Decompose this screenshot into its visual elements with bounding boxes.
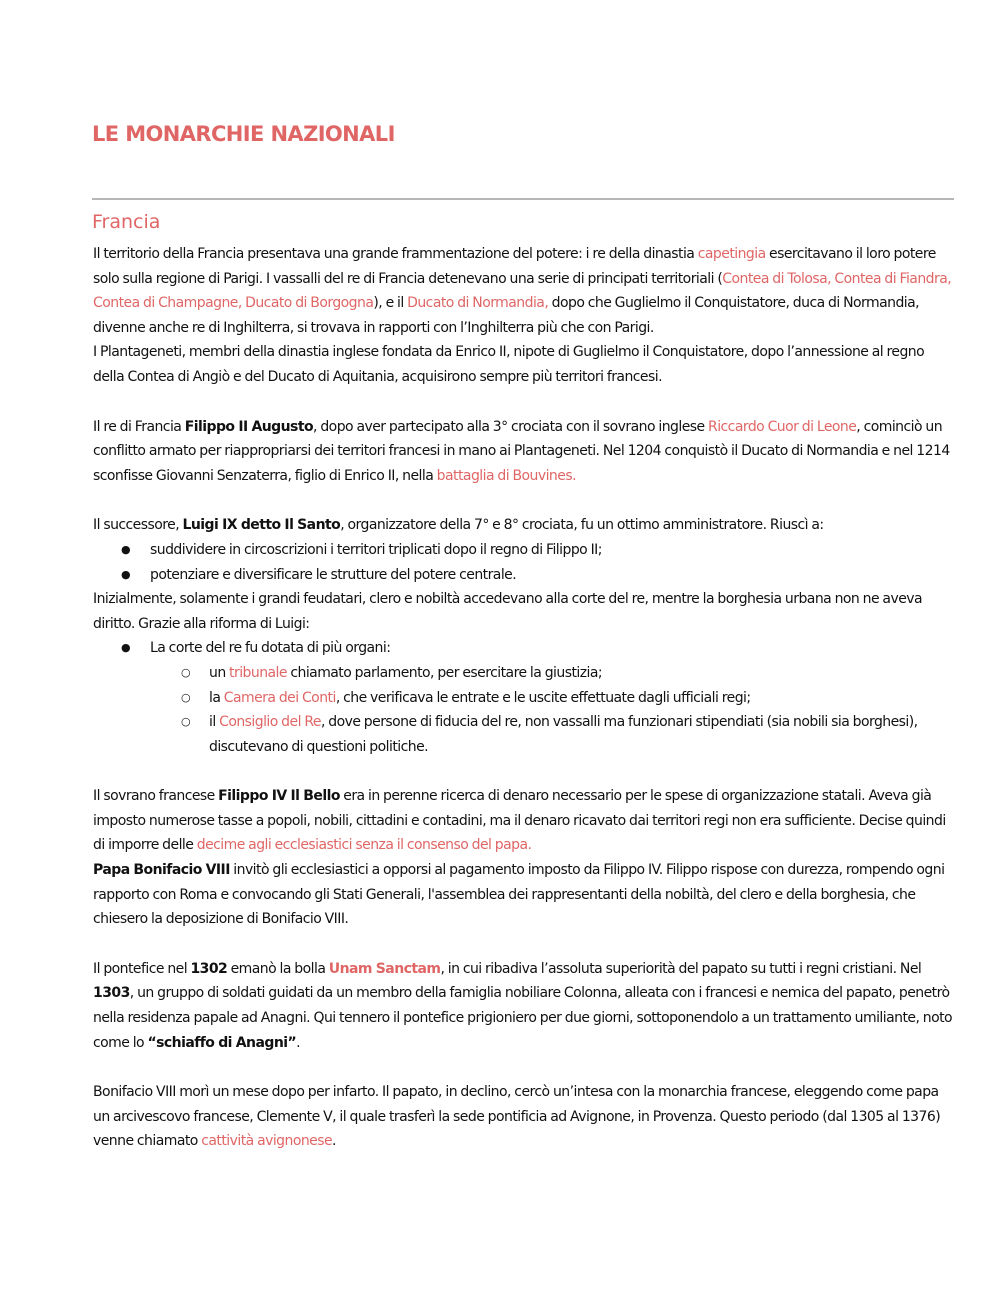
- text: Il re di Francia: [93, 418, 185, 435]
- text: Il territorio della Francia presentava una grande frammentazione del potere: i re della dinastia: [93, 246, 698, 262]
- text: esercitavano il loro potere solo sulla regione di Parigi. I vassalli del re di Francia detenevano una serie di principati territoriali (: [93, 246, 936, 287]
- bold-filippo-iv: Filippo IV Il Bello: [218, 788, 340, 805]
- highlight-bouvines: battaglia di Bouvines.: [436, 467, 576, 484]
- paragraph-unam-sanctam: [93, 957, 955, 1055]
- spacer: [93, 759, 955, 784]
- highlight-riccardo: Riccardo Cuor di Leone: [708, 418, 857, 435]
- text: ), e il: [373, 295, 408, 312]
- list-item: [150, 636, 955, 759]
- highlight-ducato-normandia: Ducato di Normandia,: [407, 295, 549, 312]
- page-title: LE MONARCHIE NAZIONALI: [92, 122, 395, 146]
- paragraph-plantageneti: I Plantageneti, membri della dinastia inglese fondata da Enrico II, nipote di Guglielmo il Conquistatore, dopo l’annessione al regno della Contea di Angiò e del Ducato di Aquitania, acquisirono sempre più territori francesi.: [93, 344, 925, 385]
- text: .: [332, 1133, 336, 1150]
- spacer: [93, 932, 955, 957]
- text: emanò la bolla: [227, 960, 329, 977]
- text: , in cui ribadiva l’assoluta superiorità del papato su tutti i regni cristiani. Nel: [440, 960, 922, 977]
- highlight-tribunale: tribunale: [229, 664, 287, 681]
- text: il: [209, 714, 220, 731]
- text: la: [209, 689, 224, 706]
- highlight-capetingia: capetingia: [697, 246, 766, 262]
- text: , dopo aver partecipato alla 3° crociata con il sovrano inglese: [313, 418, 709, 435]
- horizontal-divider: [92, 198, 954, 200]
- sub-list-item: [209, 686, 955, 711]
- spacer: [93, 1055, 955, 1080]
- bold-1303: 1303: [93, 985, 130, 1002]
- text: chiamato parlamento, per esercitare la giustizia;: [286, 664, 603, 681]
- highlight-consiglio-re: Consiglio del Re: [219, 714, 321, 731]
- paragraph-corte: Inizialmente, solamente i grandi feudatari, clero e nobiltà accedevano alla corte del re, mentre la borghesia urbana non ne aveva diritto. Grazie alla riforma di Luigi:: [93, 591, 923, 632]
- text: Il pontefice nel: [93, 960, 191, 977]
- sub-list-item: [209, 661, 955, 686]
- bold-schiaffo-anagni: “schiaffo di Anagni”: [147, 1034, 297, 1051]
- bullet-list-riforma: [93, 636, 955, 759]
- highlight-camera-conti: Camera dei Conti: [223, 689, 336, 706]
- bold-luigi-ix: Luigi IX detto Il Santo: [182, 517, 341, 534]
- text: Il successore,: [93, 517, 183, 534]
- text: , dove persone di fiducia del re, non vassalli ma funzionari stipendiati (sia nobili sia borghesi), discutevano di questioni politiche.: [209, 714, 918, 755]
- list-item: ● potenziare e diversificare le strutture del potere centrale.: [150, 563, 955, 588]
- bold-1302: 1302: [190, 960, 228, 977]
- bullet-list-luigi: [93, 538, 955, 587]
- list-item-text: La corte del re fu dotata di più organi:: [150, 640, 391, 657]
- highlight-cattivita: cattività avignonese: [201, 1133, 333, 1150]
- paragraph-filippo-ii: [93, 415, 955, 489]
- highlight-unam-sanctam: Unam Sanctam: [328, 960, 441, 977]
- document-body: [93, 242, 955, 1154]
- spacer: [93, 488, 955, 513]
- text: era in perenne ricerca di denaro necessario per le spese di organizzazione statali. Aveva già imposto numerose tasse a popoli, nobili, cittadini e contadini, ma il denaro ricavato dai territori regi non era sufficiente. Decise quindi di imporre delle: [93, 788, 946, 854]
- paragraph-territorio: [93, 242, 955, 340]
- text: un: [209, 664, 230, 681]
- section-heading: Francia: [92, 211, 161, 233]
- text: , cominciò un conflitto armato per riappropriarsi dei territori francesi in mano ai Plantageneti. Nel 1204 conquistò il Ducato di Normandia e nel 1214 sconfisse Giovanni Senzaterra, figlio di Enrico II, nella: [93, 418, 950, 484]
- sub-list-item: [209, 710, 955, 759]
- text: dopo che Guglielmo il Conquistatore, duca di Normandia, divenne anche re di Inghilterra, si trovava in rapporti con l’Inghilterra più che con Parigi.: [93, 295, 920, 336]
- sub-list-organi: [150, 661, 955, 759]
- text: , organizzatore della 7° e 8° crociata, fu un ottimo amministratore. Riuscì a:: [340, 517, 824, 534]
- text: , un gruppo di soldati guidati da un membro della famiglia nobiliare Colonna, alleata con i francesi e nemica del papato, penetrò nella residenza papale ad Anagni. Qui tennero il pontefice prigioniero per due giorni, sottoponendolo a un trattamento umiliante, noto come lo: [93, 985, 953, 1051]
- paragraph-luigi-ix: [93, 513, 955, 538]
- highlight-principati: Contea di Tolosa, Contea di Fiandra, Contea di Champagne, Ducato di Borgogna: [93, 270, 952, 312]
- bold-papa-bonifacio: Papa Bonifacio VIII: [93, 862, 230, 879]
- bold-filippo-ii-augusto: Filippo II Augusto: [184, 418, 314, 435]
- text: invitò gli ecclesiastici a opporsi al pagamento imposto da Filippo IV. Filippo rispose con durezza, rompendo ogni rapporto con Roma e convocando gli Stati Generali, l'assemblea dei rappresentanti della nobiltà, del clero e della borghesia, che chiesero la deposizione di Bonifacio VIII.: [93, 862, 945, 928]
- paragraph-filippo-iv: [93, 784, 955, 858]
- text: Bonifacio VIII morì un mese dopo per infarto. Il papato, in declino, cercò un’intesa con la monarchia francese, eleggendo come papa un arcivescovo francese, Clemente V, il quale trasferì la sede pontificia ad Avignone, in Provenza. Questo periodo (dal 1305 al 1376) venne chiamato: [93, 1084, 941, 1150]
- text: Il sovrano francese: [93, 788, 219, 805]
- paragraph-avignone: [93, 1080, 955, 1154]
- highlight-decime: decime agli ecclesiastici senza il consenso del papa.: [196, 837, 532, 854]
- text: , che verificava le entrate e le uscite effettuate dagli ufficiali regi;: [335, 689, 751, 706]
- text: .: [296, 1034, 301, 1051]
- paragraph-bonifacio: [93, 858, 955, 932]
- list-item: ● suddividere in circoscrizioni i territori triplicati dopo il regno di Filippo II;: [150, 538, 955, 563]
- spacer: [93, 390, 955, 415]
